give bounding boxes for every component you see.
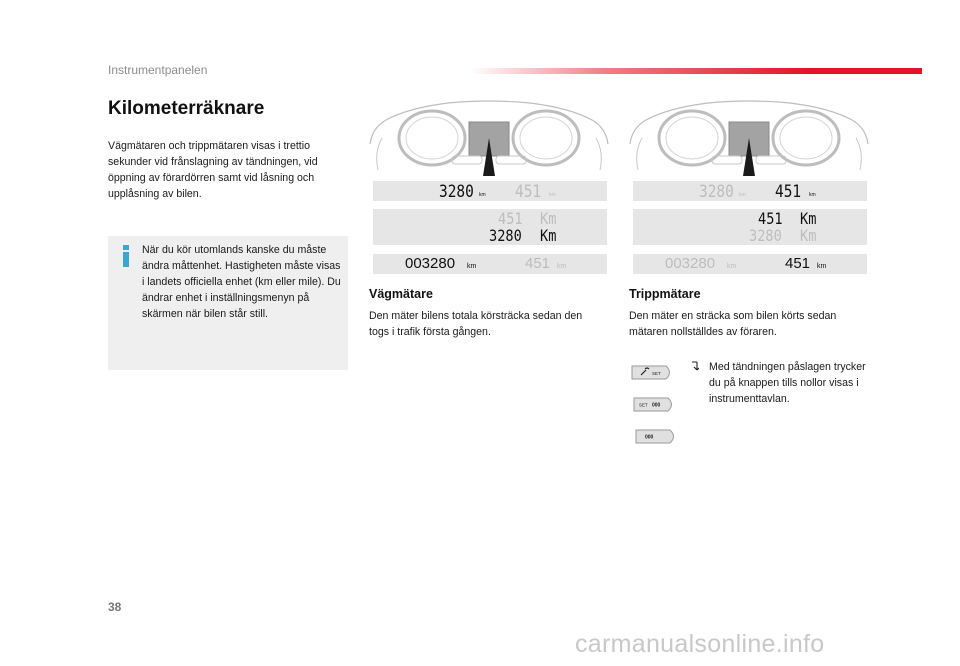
odometer-value: 3280	[489, 226, 522, 245]
odometer-value: 3280	[699, 182, 734, 202]
section-label: Instrumentpanelen	[108, 63, 208, 77]
display-strip-left-3	[373, 254, 607, 274]
set-label: SET	[639, 402, 648, 408]
odometer-value: 3280	[749, 226, 782, 245]
odometer-value: 003280	[665, 255, 716, 272]
trip-unit: km	[549, 192, 556, 198]
trip-unit: Km	[800, 209, 817, 228]
set-zero-button-illustration	[632, 395, 676, 414]
odometer-unit: km	[467, 263, 477, 270]
odometer-value: 3280	[439, 182, 474, 202]
display-strip-right-3	[633, 254, 867, 274]
odometer-unit: Km	[540, 226, 557, 245]
trip-value: 451	[785, 255, 811, 272]
zero-label: 000	[645, 434, 654, 441]
zero-button-illustration	[634, 427, 678, 446]
odometer-unit: km	[727, 263, 737, 270]
info-box	[108, 236, 348, 370]
instrument-cluster-illustration	[628, 98, 870, 176]
display-strip-right-2	[633, 209, 867, 245]
page-title: Kilometerräknare	[108, 98, 265, 119]
display-strip-left-2	[373, 209, 607, 245]
set-label: SET	[652, 371, 661, 376]
info-icon-dot	[123, 245, 129, 250]
page-number: 38	[108, 600, 122, 614]
watermark: carmanualsonline.info	[575, 630, 825, 658]
tripmeter-title: Trippmätare	[629, 287, 701, 301]
info-icon-bar	[123, 252, 129, 267]
trip-value: 451	[525, 255, 551, 272]
trip-unit: Km	[540, 209, 557, 228]
header-accent-bar	[470, 68, 922, 74]
intro-text: Vägmätaren och trippmätaren visas i trettio sekunder vid frånslagning av tändningen, vid öppning av förardörren samt vid låsning och upplåsning av bilen.	[108, 140, 318, 200]
odometer-unit: km	[479, 192, 486, 198]
trip-unit: km	[809, 192, 816, 198]
display-strip-left-1	[373, 181, 607, 201]
info-text: När du kör utomlands kanske du måste ändra måttenhet. Hastigheten måste visas i landets officiella enhet (km eller mile). Du ändrar enhet i inställningsmenyn på skärmen när bilen står still.	[142, 244, 341, 320]
odometer-title: Vägmätare	[369, 287, 433, 301]
odometer-unit: km	[739, 192, 746, 198]
instrument-cluster-illustration	[368, 98, 610, 176]
trip-unit: km	[817, 263, 827, 270]
trip-value: 451	[758, 209, 783, 228]
step-arrow-icon	[691, 360, 699, 372]
tripmeter-text: Den mäter en sträcka som bilen körts sedan mätaren nollställdes av föraren.	[629, 310, 837, 338]
odometer-text: Den mäter bilens totala körsträcka sedan den togs i trafik första gången.	[369, 310, 583, 338]
trip-value: 451	[515, 182, 542, 202]
zero-label: 000	[652, 402, 661, 409]
display-strip-right-1	[633, 181, 867, 201]
info-icon	[120, 245, 132, 267]
step-text: Med tändningen påslagen trycker du på knappen tills nollor visas i instrumenttavlan.	[709, 361, 866, 405]
trip-value: 451	[498, 209, 523, 228]
trip-unit: km	[557, 263, 567, 270]
odometer-value: 003280	[405, 255, 456, 272]
trip-value: 451	[775, 182, 802, 202]
set-button-illustration	[630, 363, 674, 382]
odometer-unit: Km	[800, 226, 817, 245]
